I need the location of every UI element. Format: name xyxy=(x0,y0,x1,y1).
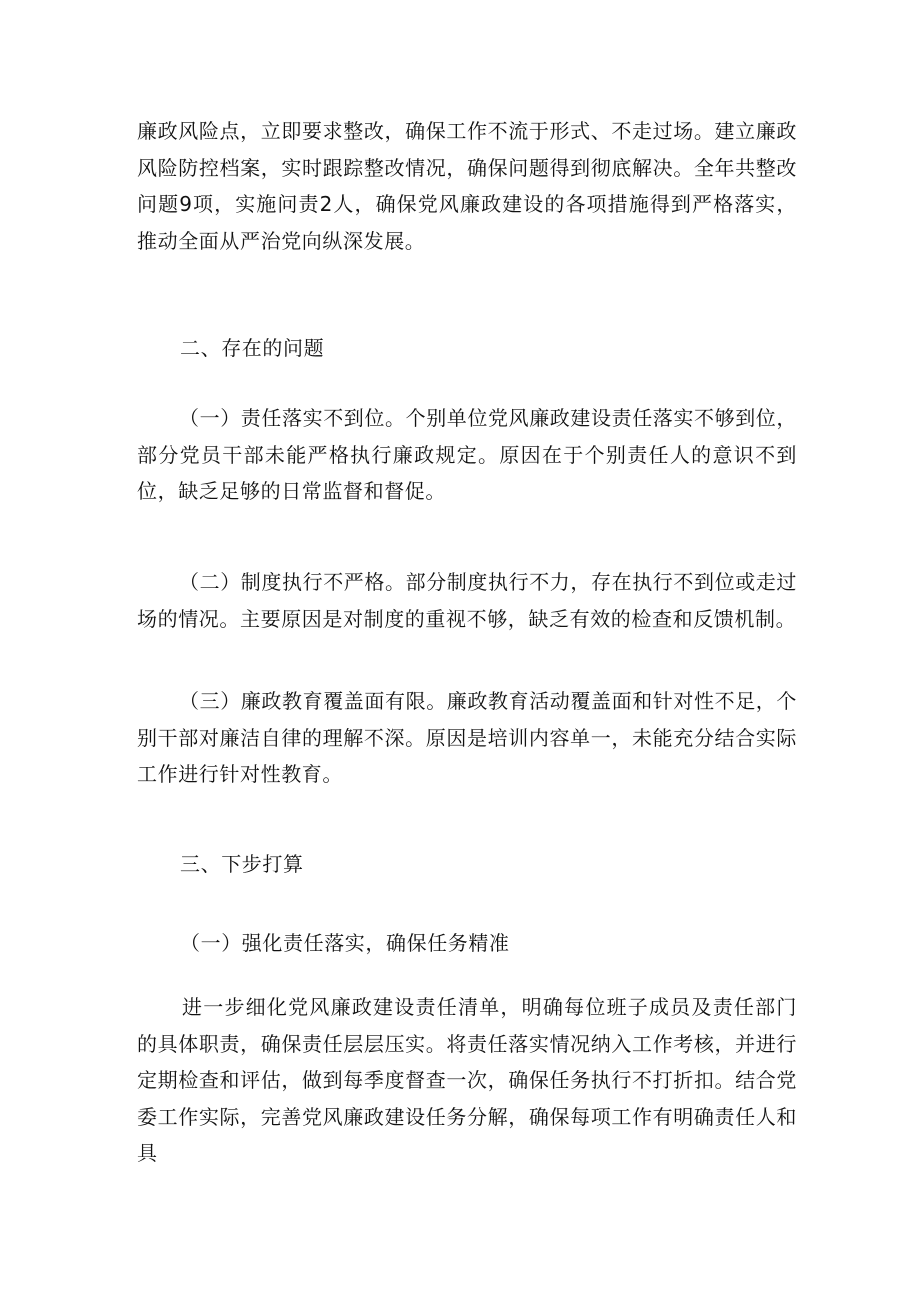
paragraph-risk-rectification: 廉政风险点，立即要求整改，确保工作不流于形式、不走过场。建立廉政风险防控档案，实时跟踪整改情况，确保问题得到彻底解决。全年共整改问题9项，实施问责2人，确保党风廉政建设的各项措施得到严格落实，推动全面从严治党向纵深发展。 xyxy=(137,119,797,253)
paragraph-problem-responsibility: （一）责任落实不到位。个别单位党风廉政建设责任落实不够到位，部分党员干部未能严格执行廉政规定。原因在于个别责任人的意识不到位，缺乏足够的日常监督和督促。 xyxy=(137,406,797,503)
section-heading-existing-problems: 二、存在的问题 xyxy=(180,336,325,360)
subsection-heading-strengthen-responsibility: （一）强化责任落实，确保任务精准 xyxy=(180,931,510,955)
paragraph-problem-education: （三）廉政教育覆盖面有限。廉政教育活动覆盖面和针对性不足，个别干部对廉洁自律的理解不深。原因是培训内容单一，未能充分结合实际工作进行针对性教育。 xyxy=(137,689,797,786)
paragraph-responsibility-list: 进一步细化党风廉政建设责任清单，明确每位班子成员及责任部门的具体职责，确保责任层层压实。将责任落实情况纳入工作考核，并进行定期检查和评估，做到每季度督查一次，确保任务执行不打折扣。结合党委工作实际，完善党风廉政建设任务分解，确保每项工作有明确责任人和具 xyxy=(137,995,797,1165)
paragraph-problem-institution: （二）制度执行不严格。部分制度执行不力，存在执行不到位或走过场的情况。主要原因是对制度的重视不够，缺乏有效的检查和反馈机制。 xyxy=(137,570,797,631)
section-heading-next-steps: 三、下步打算 xyxy=(180,852,304,876)
